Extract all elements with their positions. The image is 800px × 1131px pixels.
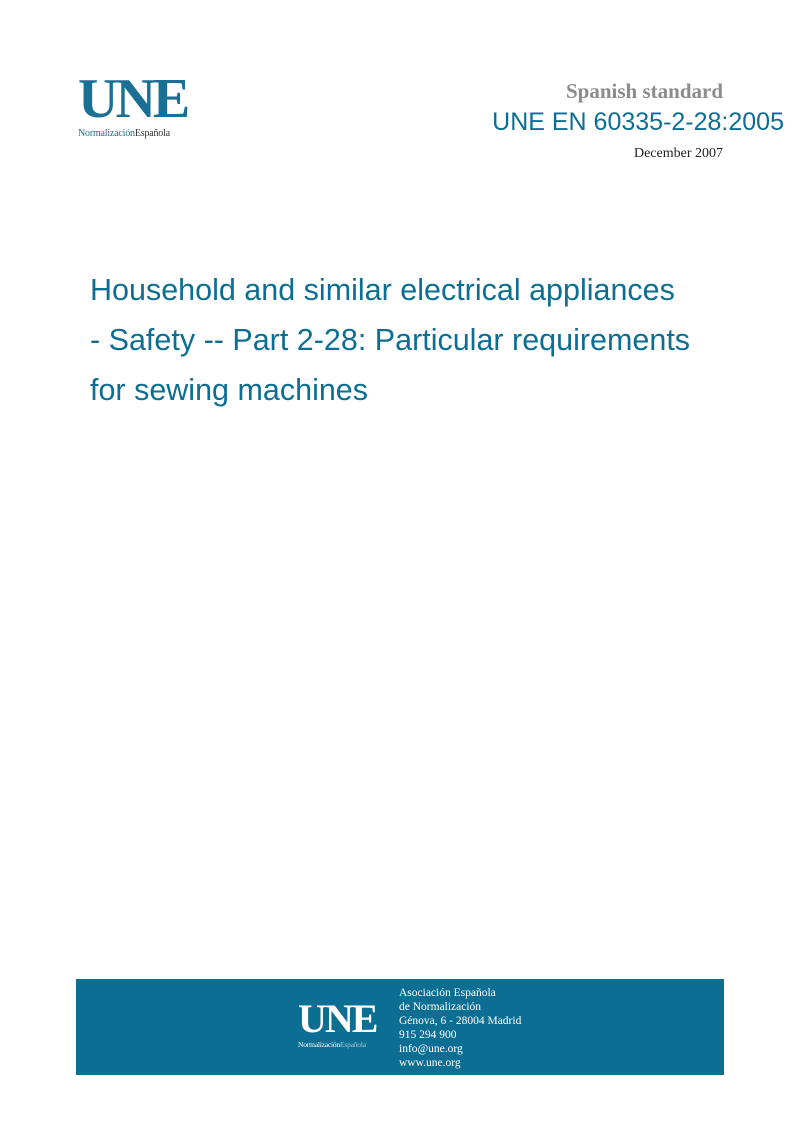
footer-logo-subtitle	[298, 1040, 388, 1049]
standard-type: Spanish standard	[566, 79, 723, 103]
une-logo-subtitle	[78, 128, 208, 139]
footer-logo-sub-normalizacion: Normalización	[298, 1040, 340, 1049]
une-logo	[78, 68, 208, 139]
logo-sub-normalizacion: Normalización	[78, 128, 135, 139]
title-line: Household and similar electrical appliances	[90, 273, 675, 307]
standard-header	[400, 78, 800, 163]
org-website[interactable]: www.une.org	[399, 1057, 461, 1069]
footer-contact	[399, 986, 521, 1070]
footer-logo-mark: UNE	[298, 996, 377, 1041]
org-email[interactable]: info@une.org	[399, 1043, 463, 1055]
org-name-line1: Asociación Española	[399, 987, 496, 999]
standard-code: UNE EN 60335-2-28:2005	[492, 108, 784, 136]
document-title	[90, 265, 740, 415]
footer-logo-sub-espanola: Española	[339, 1040, 366, 1049]
org-phone: 915 294 900	[399, 1029, 457, 1041]
footer-une-logo	[298, 996, 388, 1049]
org-name-line2: de Normalización	[399, 1001, 482, 1013]
une-logo-mark: UNE	[78, 68, 188, 130]
title-line: for sewing machines	[90, 373, 369, 407]
footer-band	[76, 979, 724, 1075]
title-line: - Safety -- Part 2-28: Particular requirements	[90, 323, 691, 357]
logo-sub-espanola: Española	[134, 128, 170, 139]
standard-date: December 2007	[633, 146, 723, 161]
org-address: Génova, 6 - 28004 Madrid	[399, 1015, 522, 1027]
